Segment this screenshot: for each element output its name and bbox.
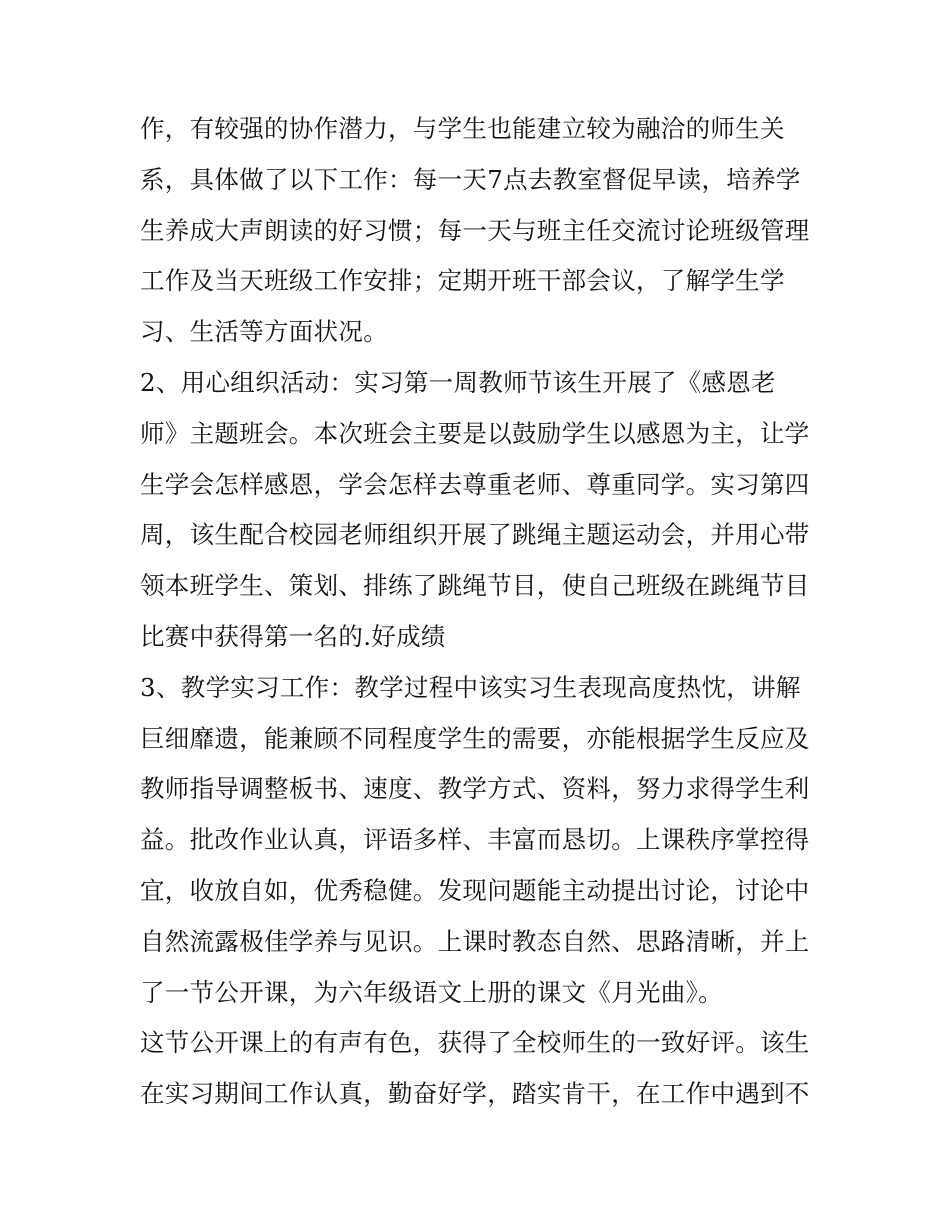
text-line: 工作及当天班级工作安排；定期开班干部会议，了解学生学 [140,266,785,296]
text-line: 宜，收放自如，优秀稳健。发现问题能主动提出讨论，讨论中 [140,875,810,905]
text-line: 巨细靡遗，能兼顾不同程度学生的需要，亦能根据学生反应及 [140,723,810,753]
text-line: 周，该生配合校园老师组织开展了跳绳主题运动会，并用心带 [140,520,810,550]
text-line: 师》主题班会。本次班会主要是以鼓励学生以感恩为主，让学 [140,418,810,448]
text-line: 习、生活等方面状况。 [140,317,388,347]
text-line: 了一节公开课，为六年级语文上册的课文《月光曲》。 [140,977,723,1007]
text-line: 领本班学生、策划、排练了跳绳节目，使自己班级在跳绳节目 [140,571,810,601]
text-line: 生学会怎样感恩，学会怎样去尊重老师、尊重同学。实习第四 [140,469,810,499]
text-line: 作，有较强的协作潜力，与学生也能建立较为融洽的师生关 [140,114,785,143]
text-line: 2、用心组织活动：实习第一周教师节该生开展了《感恩老 [140,367,776,397]
text-line: 这节公开课上的有声有色，获得了全校师生的一致好评。该生 [140,1028,810,1058]
text-line: 在实习期间工作认真，勤奋好学，踏实肯干，在工作中遇到不 [140,1079,810,1109]
document-body [140,104,830,1120]
text-line: 比赛中获得第一名的.好成绩 [140,621,446,651]
text-line: 系，具体做了以下工作：每一天7点去教室督促早读，培养学 [140,164,801,194]
text-line: 生养成大声朗读的好习惯；每一天与班主任交流讨论班级管理 [140,215,810,245]
text-line: 益。批改作业认真，评语多样、丰富而恳切。上课秩序掌控得 [140,825,810,855]
text-line: 教师指导调整板书、速度、教学方式、资料，努力求得学生利 [140,774,810,804]
text-line: 自然流露极佳学养与见识。上课时教态自然、思路清晰，并上 [140,926,810,956]
text-line: 3、教学实习工作：教学过程中该实习生表现高度热忱，讲解 [140,672,801,702]
